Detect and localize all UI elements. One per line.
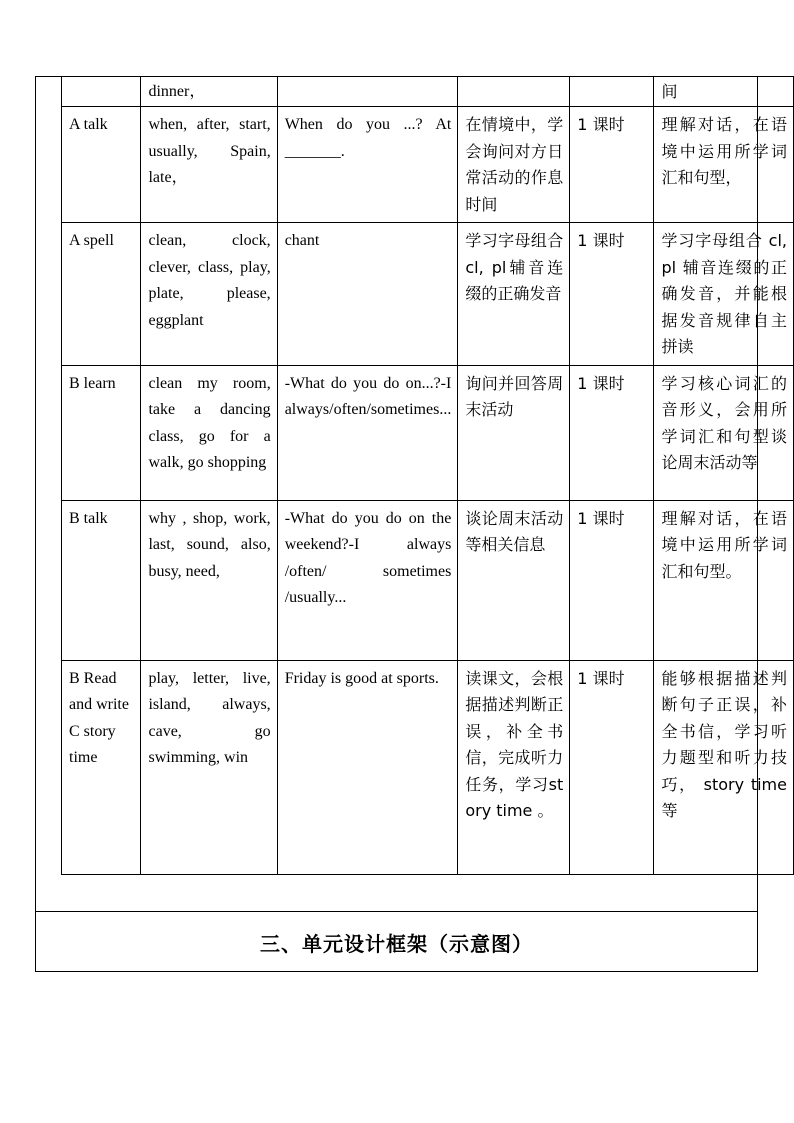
section-heading: 三、单元设计框架（示意图） xyxy=(260,931,533,956)
cell-objective: 学习字母组合 cl, pl 辅音连缀的正确发音，并能根据发音规律自主拼读 xyxy=(654,223,794,366)
cell-vocabulary: clean, clock, clever, class, play, plate, please, eggplant xyxy=(141,223,277,366)
cell-vocabulary: when, after, start, usually, Spain, late， xyxy=(141,107,277,223)
table-row xyxy=(62,77,794,107)
cell-activity: 谈论周末活动等相关信息 xyxy=(458,500,570,660)
table-row xyxy=(62,660,794,874)
cell-duration xyxy=(570,77,654,107)
cell-sentence: Friday is good at sports. xyxy=(277,660,458,874)
cell-vocabulary: why , shop, work, last, sound, also, busy, need, xyxy=(141,500,277,660)
cell-duration: 1 课时 xyxy=(570,107,654,223)
cell-duration: 1 课时 xyxy=(570,660,654,874)
table-row xyxy=(62,107,794,223)
cell-objective: 能够根据描述判断句子正误，补全书信，学习听力题型和听力技巧， story time 等 xyxy=(654,660,794,874)
cell-objective: 间 xyxy=(654,77,794,107)
table-row xyxy=(62,500,794,660)
cell-vocabulary: clean my room, take a dancing class, go for a walk, go shopping xyxy=(141,365,277,500)
cell-lesson: A talk xyxy=(62,107,141,223)
cell-activity: 询问并回答周末活动 xyxy=(458,365,570,500)
cell-lesson: B learn xyxy=(62,365,141,500)
table-row xyxy=(62,365,794,500)
cell-objective: 理解对话，在语境中运用所学词汇和句型， xyxy=(654,107,794,223)
cell-sentence: -What do you do on the weekend?-I always /often/ sometimes /usually... xyxy=(277,500,458,660)
cell-sentence: When do you ...? At _______. xyxy=(277,107,458,223)
cell-activity: 学习字母组合cl, pl辅音连缀的正确发音 xyxy=(458,223,570,366)
cell-lesson: B Read and write C story time xyxy=(62,660,141,874)
cell-vocabulary: dinner， xyxy=(141,77,277,107)
cell-duration: 1 课时 xyxy=(570,365,654,500)
cell-objective: 学习核心词汇的音形义，会用所学词汇和句型谈论周末活动等 xyxy=(654,365,794,500)
cell-sentence xyxy=(277,77,458,107)
cell-activity: 读课文，会根据描述判断正误，补全书信，完成听力任务，学习story time 。 xyxy=(458,660,570,874)
cell-lesson: A spell xyxy=(62,223,141,366)
cell-sentence: chant xyxy=(277,223,458,366)
cell-lesson: B talk xyxy=(62,500,141,660)
cell-duration: 1 课时 xyxy=(570,500,654,660)
cell-sentence: -What do you do on...?-I always/often/sometimes... xyxy=(277,365,458,500)
cell-objective: 理解对话，在语境中运用所学词汇和句型。 xyxy=(654,500,794,660)
table-row xyxy=(62,223,794,366)
cell-vocabulary: play, letter, live, island, always, cave, go swimming, win xyxy=(141,660,277,874)
cell-duration: 1 课时 xyxy=(570,223,654,366)
lesson-plan-table xyxy=(61,76,794,875)
cell-activity xyxy=(458,77,570,107)
cell-activity: 在情境中，学会询问对方日常活动的作息时间 xyxy=(458,107,570,223)
cell-lesson xyxy=(62,77,141,107)
